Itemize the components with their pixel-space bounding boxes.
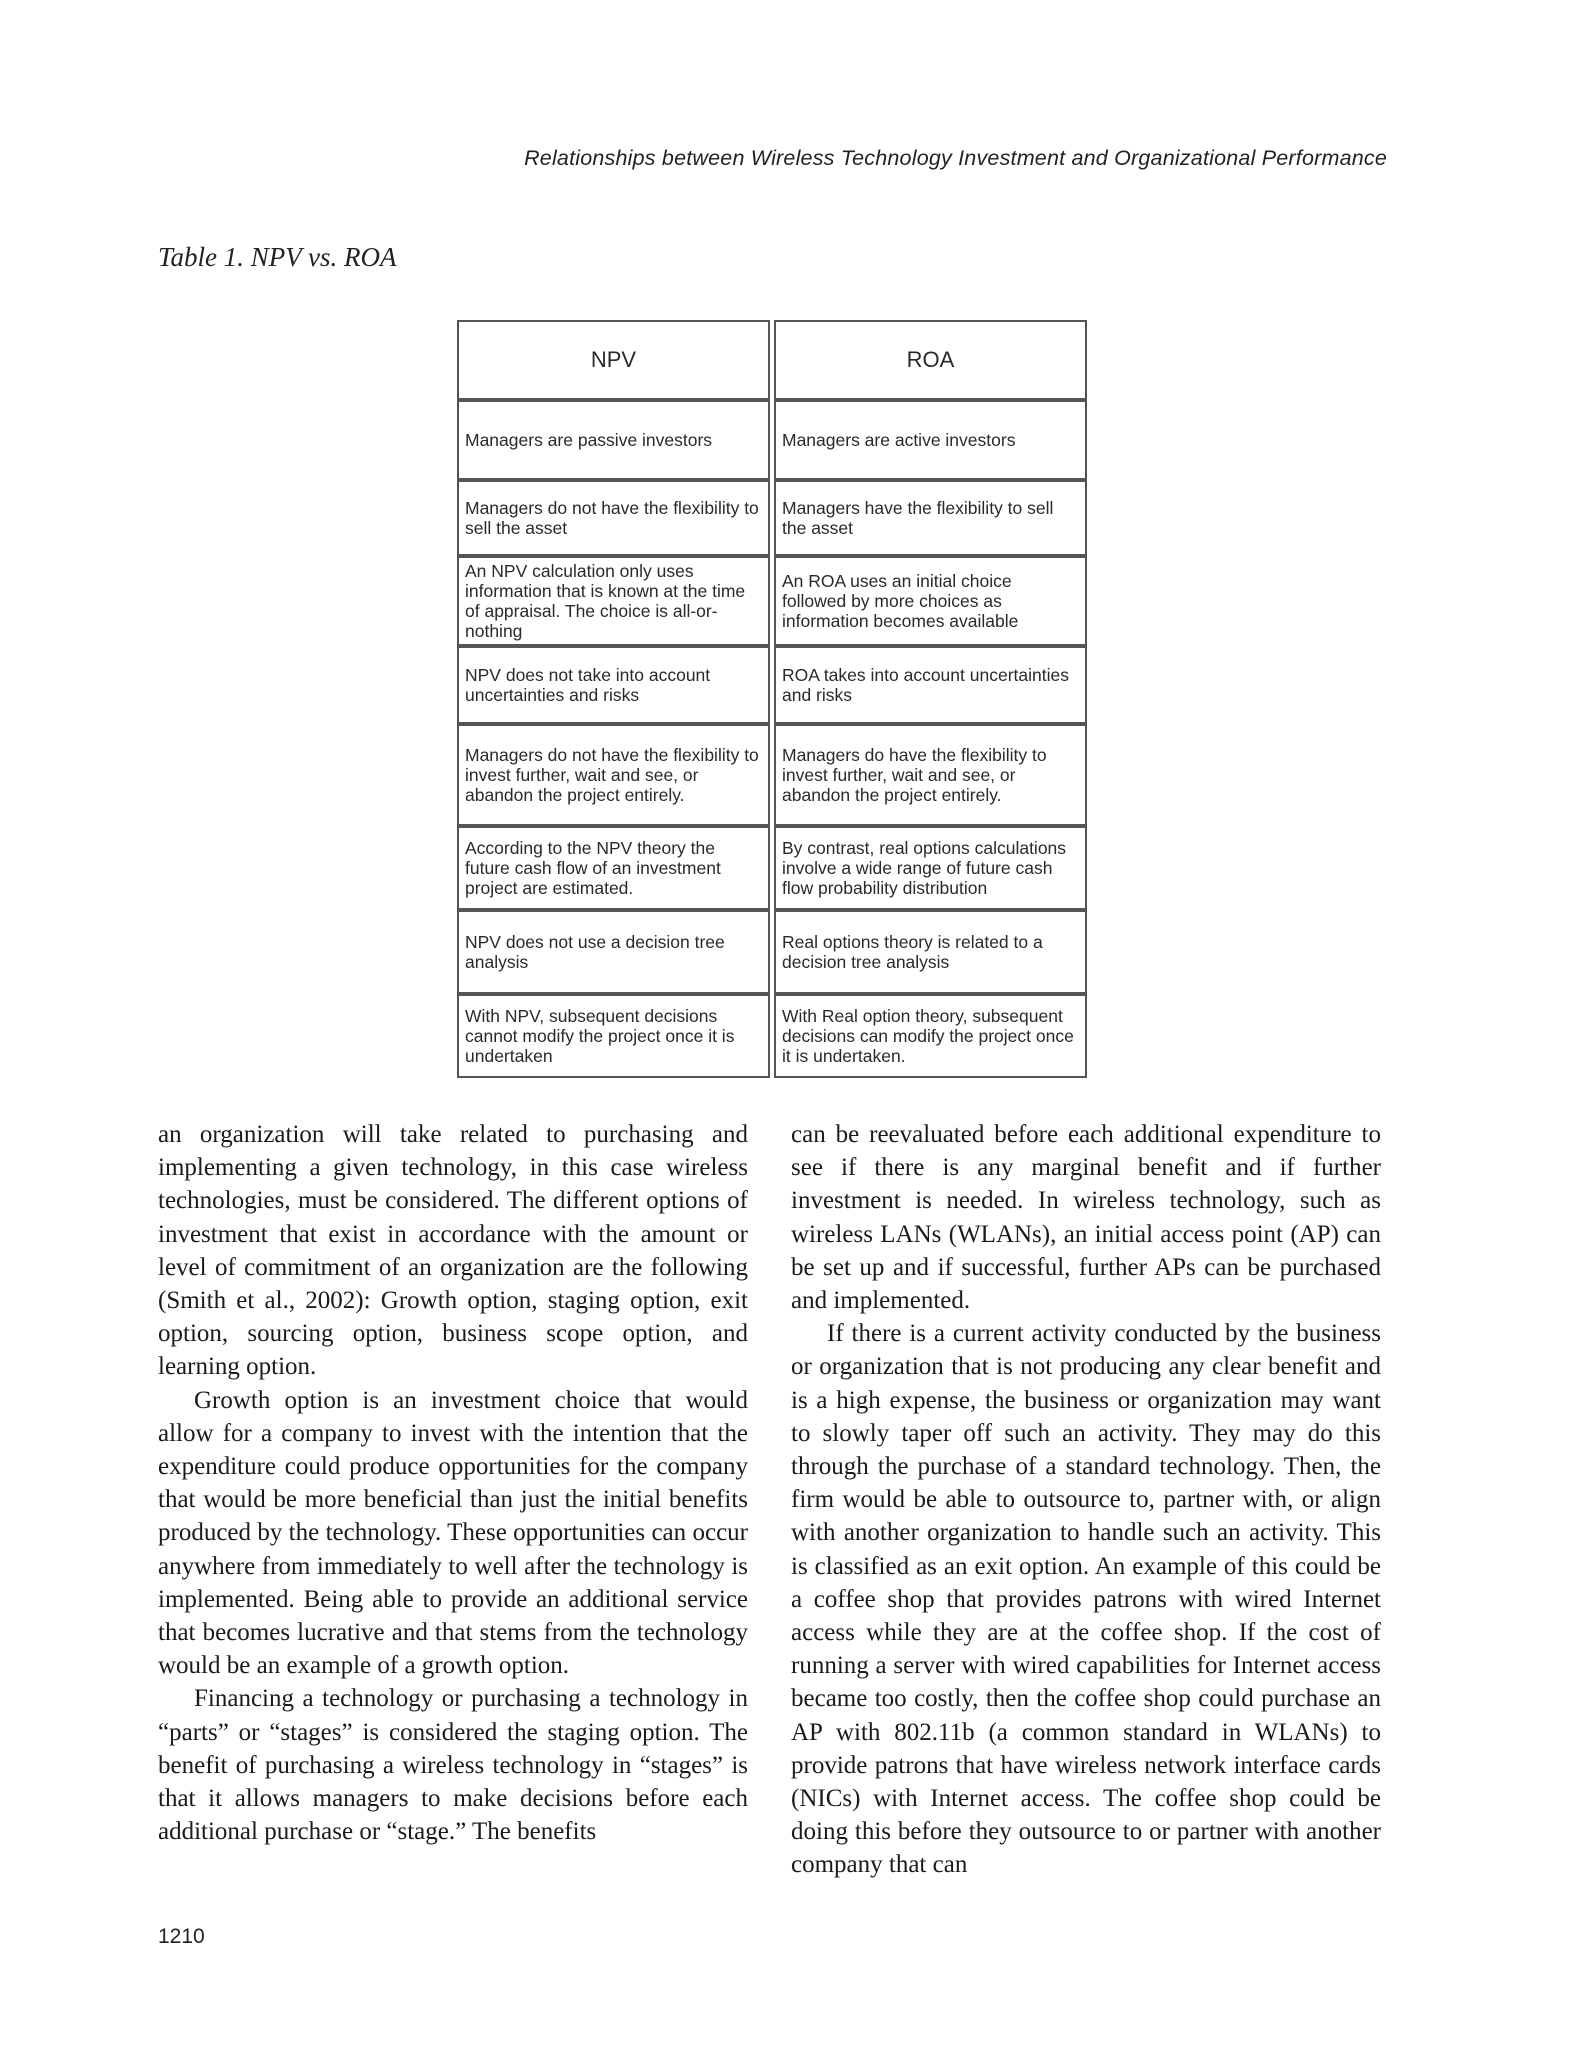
roa-cell: Managers are active investors [774,400,1087,480]
table-row [457,826,1087,910]
table-row [457,724,1087,826]
body-paragraph: If there is a current activity conducted by the business or organization that is not producing any clear benefit and is a high expense, the business or organization may want to slowly taper off such an activity. They may do this through the purchase of a standard technology. Then, the firm would be able to outsource to, partner with, or align with another organization to handle such an activity. This is classified as an exit option. An example of this could be a coffee shop that provides patrons with wired Internet access while they are at the coffee shop. If the cost of running a server with wired capabilities for Internet access became too costly, then the coffee shop could purchase an AP with 802.11b (a common standard in WLANs) to provide patrons that have wireless network interface cards (NICs) with Internet access. The coffee shop could be doing this before they outsource to or partner with another company that can [791,1320,1381,1879]
roa-cell: With Real option theory, subsequent decisions can modify the project once it is undertaken. [774,994,1087,1078]
npv-cell: An NPV calculation only uses information that is known at the time of appraisal. The choice is all-or-nothing [457,556,770,646]
roa-cell: Managers have the flexibility to sell the asset [774,480,1087,556]
roa-cell: ROA takes into account uncertainties and risks [774,646,1087,724]
body-paragraph: can be reevaluated before each additional expenditure to see if there is any marginal benefit and if further investment is needed. In wireless technology, such as wireless LANs (WLANs), an initial access point (AP) can be set up and if successful, further APs can be purchased and implemented. [791,1121,1381,1315]
npv-column-header: NPV [457,320,770,400]
npv-cell: According to the NPV theory the future cash flow of an investment project are estimated. [457,826,770,910]
roa-cell: Managers do have the flexibility to invest further, wait and see, or abandon the project entirely. [774,724,1087,826]
npv-cell: With NPV, subsequent decisions cannot modify the project once it is undertaken [457,994,770,1078]
npv-cell: Managers are passive investors [457,400,770,480]
roa-cell: By contrast, real options calculations involve a wide range of future cash flow probability distribution [774,826,1087,910]
npv-cell: NPV does not take into account uncertainties and risks [457,646,770,724]
roa-cell: Real options theory is related to a decision tree analysis [774,910,1087,994]
table-row [457,400,1087,480]
table-row [457,646,1087,724]
table-row [457,910,1087,994]
table-header-row [457,320,1087,400]
npv-cell: Managers do not have the flexibility to invest further, wait and see, or abandon the project entirely. [457,724,770,826]
table-caption: Table 1. NPV vs. ROA [158,242,397,272]
npv-cell: Managers do not have the flexibility to sell the asset [457,480,770,556]
table-row [457,480,1087,556]
npv-vs-roa-table [453,320,1091,1078]
npv-cell: NPV does not use a decision tree analysis [457,910,770,994]
roa-column-header: ROA [774,320,1087,400]
running-head: Relationships between Wireless Technology Investment and Organizational Performance [524,146,1387,170]
body-paragraph: an organization will take related to purchasing and implementing a given technology, in this case wireless technologies, must be considered. The different options of investment that exist in accordance with the amount or level of commitment of an organization are the following (Smith et al., 2002): Growth option, staging option, exit option, sourcing option, business scope option, and learning option. [158,1121,748,1381]
body-column-left [158,1118,748,1848]
roa-cell: An ROA uses an initial choice followed by more choices as information becomes available [774,556,1087,646]
page-number: 1210 [158,1925,205,1948]
table-row [457,556,1087,646]
body-paragraph: Growth option is an investment choice that would allow for a company to invest with the intention that the expenditure could produce opportunities for the company that would be more beneficial than just the initial benefits produced by the technology. These opportunities can occur anywhere from immediately to well after the technology is implemented. Being able to provide an additional service that becomes lucrative and that stems from the technology would be an example of a growth option. [158,1386,748,1680]
body-paragraph: Financing a technology or purchasing a technology in “parts” or “stages” is considered the staging option. The benefit of purchasing a wireless technology in “stages” is that it allows managers to make decisions before each additional purchase or “stage.” The benefits [158,1685,748,1846]
table-row [457,994,1087,1078]
body-column-right [791,1118,1381,1882]
